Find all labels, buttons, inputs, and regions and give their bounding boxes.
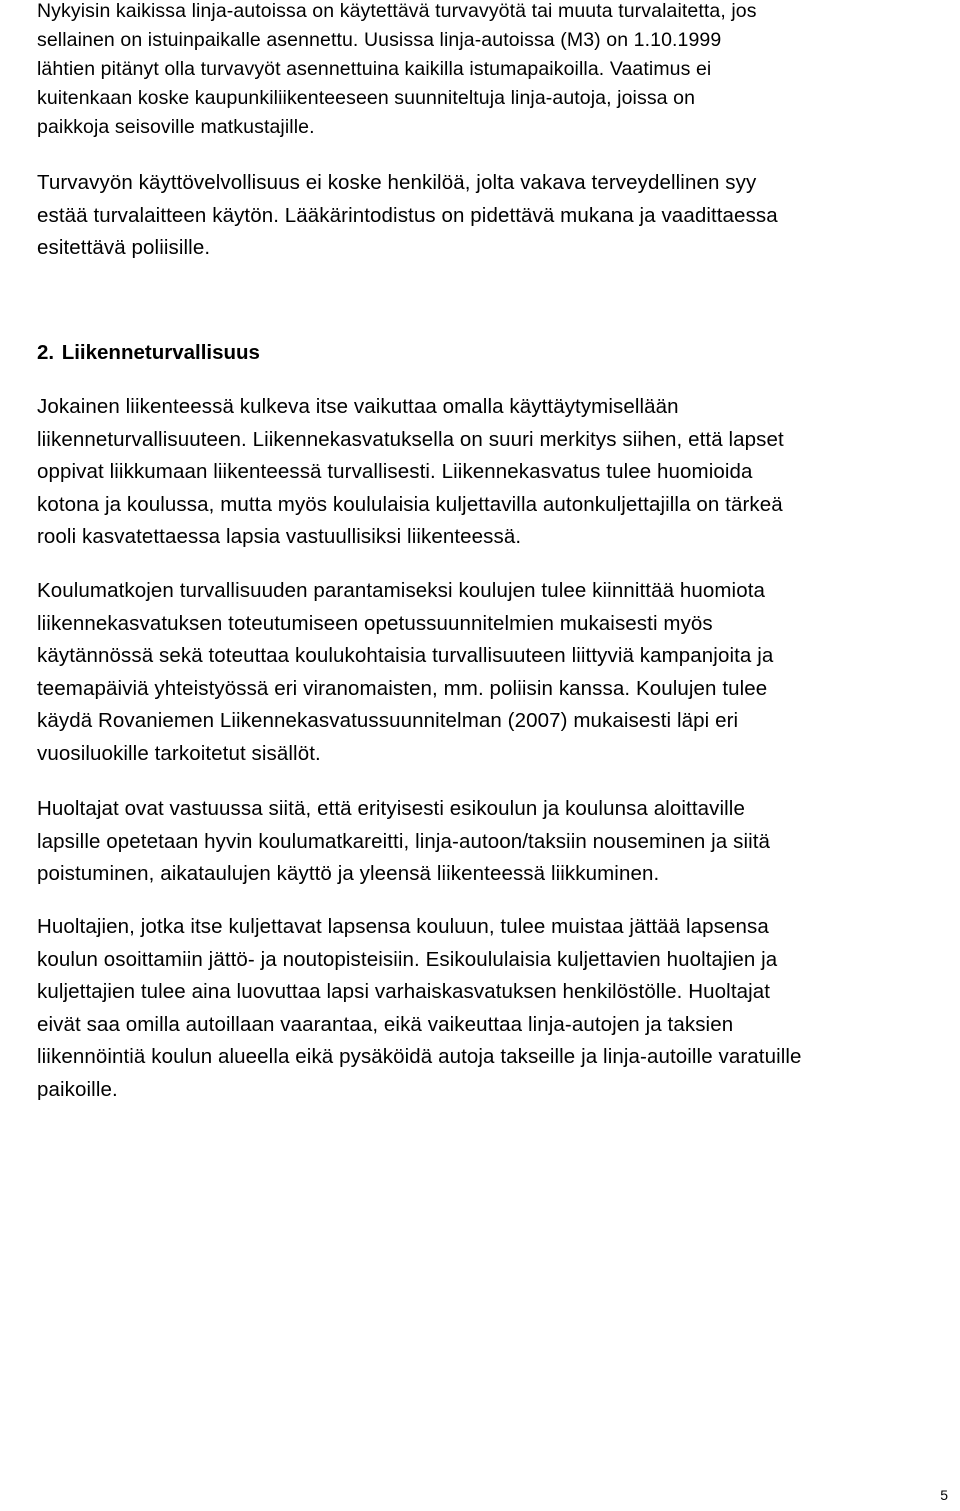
paragraph-line: koulun osoittamiin jättö- ja noutopisteisiin. Esikoululaisia kuljettavien huoltajien ja [37,947,778,971]
paragraph-line: lapsille opetetaan hyvin koulumatkareitti, linja-autoon/taksiin nouseminen ja siitä [37,829,771,853]
paragraph-line: kuitenkaan koske kaupunkiliikenteeseen suunniteltuja linja-autoja, joissa on [37,87,696,109]
paragraph-line: lähtien pitänyt olla turvavyöt asennettuina kaikilla istumapaikoilla. Vaatimus ei [37,58,712,80]
paragraph-line: kotona ja koulussa, mutta myös koululaisia kuljettavilla autonkuljettajilla on tärkeä [37,492,783,516]
paragraph-line: paikoille. [37,1077,118,1101]
guardians-paragraph [37,793,770,891]
paragraph-line: poistuminen, aikataulujen käyttö ja yleensä liikenteessä liikkuminen. [37,862,660,885]
paragraph-line: Huoltajien, jotka itse kuljettavat lapsensa kouluun, tulee muistaa jättää lapsensa [37,915,769,938]
school-travel-paragraph [37,575,773,770]
intro-paragraph [37,0,757,142]
paragraph-line: vuosiluokille tarkoitetut sisällöt. [37,741,321,765]
paragraph-line: liikennöintiä koulun alueella eikä pysäköidä autoja takseille ja linja-autoille varatuille [37,1045,802,1068]
page-number: 5 [940,1487,948,1503]
paragraph-line: liikenneturvallisuuteen. Liikennekasvatuksella on suuri merkitys siihen, että lapset [37,427,784,451]
paragraph-line: estää turvalaitteen käytön. Lääkärintodistus on pidettävä mukana ja vaadittaessa [37,203,778,227]
paragraph-line: paikkoja seisoville matkustajille. [37,116,315,138]
paragraph-line: esitettävä poliisille. [37,236,211,259]
guardian-drivers-paragraph [37,911,802,1106]
section-heading [37,337,260,369]
paragraph-line: Jokainen liikenteessä kulkeva itse vaikuttaa omalla käyttäytymisellään [37,395,679,418]
paragraph-line: Koulumatkojen turvallisuuden parantamiseksi koulujen tulee kiinnittää huomiota [37,579,766,602]
paragraph-line: teemapäiviä yhteistyössä eri viranomaisten, mm. poliisin kanssa. Koulujen tulee [37,676,768,700]
paragraph-line: Nykyisin kaikissa linja-autoissa on käytettävä turvavyötä tai muuta turvalaitetta, jos [37,0,757,22]
paragraph-line: käydä Rovaniemen Liikennekasvatussuunnitelman (2007) mukaisesti läpi eri [37,709,739,732]
traffic-safety-paragraph [37,391,784,554]
paragraph-line: kuljettajien tulee aina luovuttaa lapsi varhaiskasvatuksen henkilöstölle. Huoltajat [37,980,771,1003]
section-number: 2. [37,341,55,364]
paragraph-line: oppivat liikkumaan liikenteessä turvallisesti. Liikennekasvatus tulee huomioida [37,460,753,483]
paragraph-line: Huoltajat ovat vastuussa siitä, että erityisesti esikoulun ja koulunsa aloittaville [37,797,745,820]
paragraph-line: liikennekasvatuksen toteutumiseen opetussuunnitelmien mukaisesti myös [37,611,713,635]
paragraph-line: eivät saa omilla autoillaan vaarantaa, eikä vaikeuttaa linja-autojen ja taksien [37,1012,734,1036]
paragraph-line: sellainen on istuinpaikalle asennettu. Uusissa linja-autoissa (M3) on 1.10.1999 [37,29,722,51]
section-title: Liikenneturvallisuus [61,341,260,364]
paragraph-line: käytännössä sekä toteuttaa koulukohtaisia turvallisuuteen liittyviä kampanjoita ja [37,644,774,667]
seatbelt-exemption-paragraph [37,167,778,265]
paragraph-line: Turvavyön käyttövelvollisuus ei koske henkilöä, jolta vakava terveydellinen syy [37,171,757,194]
paragraph-line: rooli kasvatettaessa lapsia vastuullisiksi liikenteessä. [37,525,522,548]
